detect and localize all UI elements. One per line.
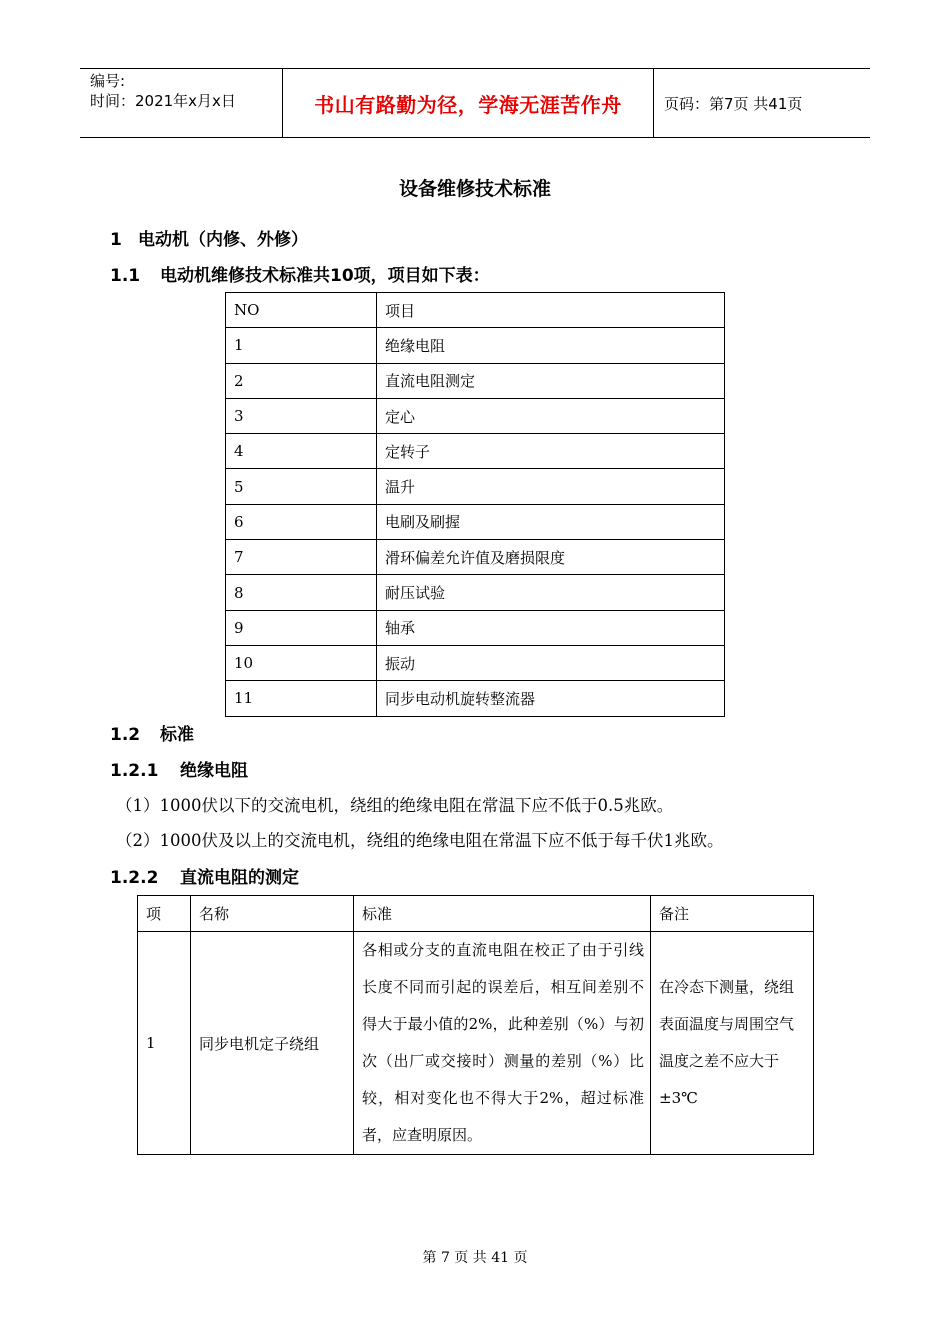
table-row — [226, 469, 725, 504]
row-no: 6 — [226, 504, 377, 539]
row-no: 8 — [226, 575, 377, 610]
section-number: 1.1 — [110, 266, 141, 286]
table-row — [226, 328, 725, 363]
section-title: 直流电阻的测定 — [180, 868, 299, 888]
section-1-2-1-heading — [110, 756, 248, 781]
header-cell-item: 项 — [138, 896, 191, 932]
paragraph: （1）1000伏以下的交流电机，绕组的绝缘电阻在常温下应不低于0.5兆欧。 — [116, 796, 674, 815]
header-cell-note: 备注 — [651, 896, 814, 932]
page-header — [80, 68, 870, 138]
row-item: 耐压试验 — [377, 575, 725, 610]
row-item: 1 — [138, 932, 191, 1155]
row-no: 11 — [226, 681, 377, 716]
row-no: 9 — [226, 610, 377, 645]
row-item: 绝缘电阻 — [377, 328, 725, 363]
header-right — [654, 69, 870, 137]
section-number: 1.2 — [110, 725, 141, 745]
section-title: 标准 — [160, 725, 194, 745]
row-item: 定转子 — [377, 434, 725, 469]
section-1-2-2-heading — [110, 863, 299, 888]
section-number: 1.2.2 — [110, 868, 159, 888]
row-item: 同步电动机旋转整流器 — [377, 681, 725, 716]
table-row — [226, 575, 725, 610]
table-header-row — [138, 896, 814, 932]
document-title: 设备维修技术标准 — [398, 178, 551, 200]
table-row — [226, 434, 725, 469]
row-no: 3 — [226, 398, 377, 433]
table-row — [226, 363, 725, 398]
row-standard: 各相或分支的直流电阻在校正了由于引线长度不同而引起的误差后，相互间差别不得大于最小值的2%，此种差别（%）与初次（出厂或交接时）测量的差别（%）比较，相对变化也不得大于2%，超过标准者，应查明原因。 — [354, 932, 651, 1155]
section-title: 绝缘电阻 — [180, 761, 248, 781]
table-row — [226, 398, 725, 433]
section-number: 1 — [110, 230, 122, 250]
header-middle — [282, 69, 654, 137]
table-row — [226, 645, 725, 680]
table-row — [226, 540, 725, 575]
header-number-label: 编号: — [90, 72, 126, 90]
row-no: 10 — [226, 645, 377, 680]
table-row — [226, 681, 725, 716]
section-1-1-heading — [110, 261, 490, 286]
section-title: 电动机维修技术标准共10项，项目如下表： — [160, 266, 490, 286]
header-cell-no: NO — [226, 293, 377, 328]
row-no: 1 — [226, 328, 377, 363]
row-item: 电刷及刷握 — [377, 504, 725, 539]
row-no: 5 — [226, 469, 377, 504]
section-1-heading — [110, 225, 308, 250]
header-left — [80, 69, 282, 137]
header-cell-standard: 标准 — [354, 896, 651, 932]
table-header-row — [226, 293, 725, 328]
header-cell-name: 名称 — [191, 896, 354, 932]
row-item: 定心 — [377, 398, 725, 433]
header-date: 时间：2021年x月x日 — [90, 92, 236, 110]
section-title: 电动机（内修、外修） — [138, 230, 308, 250]
table-row — [226, 504, 725, 539]
paragraph: （2）1000伏及以上的交流电机，绕组的绝缘电阻在常温下应不低于每千伏1兆欧。 — [116, 831, 724, 850]
row-name: 同步电机定子绕组 — [191, 932, 354, 1155]
table-row — [226, 610, 725, 645]
header-cell-item: 项目 — [377, 293, 725, 328]
row-item: 振动 — [377, 645, 725, 680]
dc-resistance-table — [137, 895, 814, 1155]
row-item: 温升 — [377, 469, 725, 504]
row-item: 轴承 — [377, 610, 725, 645]
header-page-info: 页码：第7页 共41页 — [664, 94, 803, 113]
section-number: 1.2.1 — [110, 761, 159, 781]
items-table — [225, 292, 725, 717]
row-item: 滑环偏差允许值及磨损限度 — [377, 540, 725, 575]
row-no: 4 — [226, 434, 377, 469]
row-no: 7 — [226, 540, 377, 575]
section-1-2-heading — [110, 720, 194, 745]
page-footer: 第 7 页 共 41 页 — [422, 1250, 528, 1266]
table-row — [138, 932, 814, 1155]
row-note: 在冷态下测量，绕组表面温度与周围空气温度之差不应大于±3℃ — [651, 932, 814, 1155]
row-item: 直流电阻测定 — [377, 363, 725, 398]
row-no: 2 — [226, 363, 377, 398]
header-motto: 书山有路勤为径，学海无涯苦作舟 — [314, 92, 622, 117]
